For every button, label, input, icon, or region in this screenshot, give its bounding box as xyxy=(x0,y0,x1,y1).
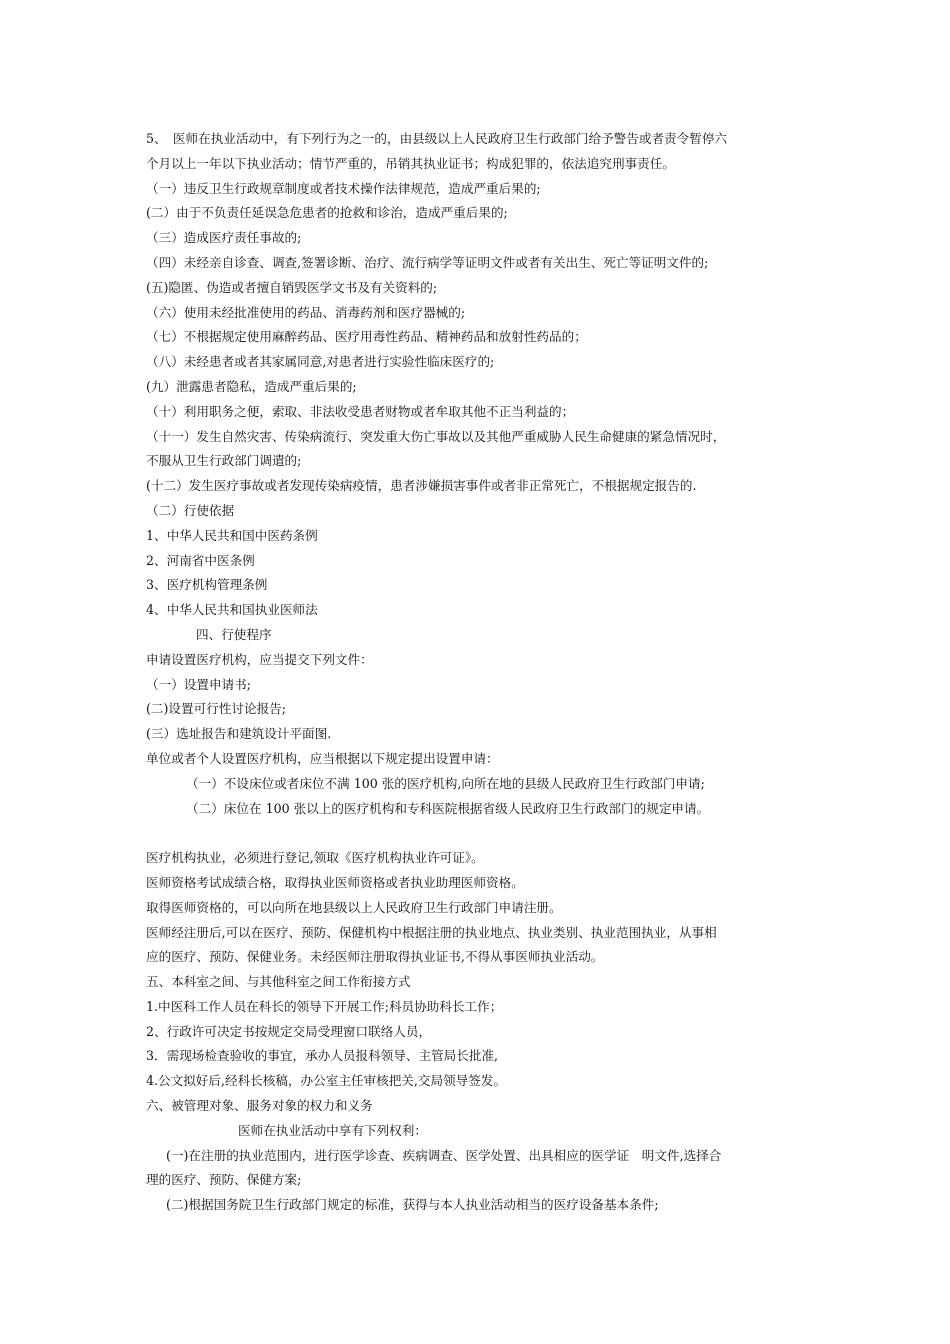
text-line: 医师资格考试成绩合格，取得执业医师资格或者执业助理医师资格。 xyxy=(146,874,524,890)
text-line: 1、中华人民共和国中医药条例 xyxy=(146,527,318,543)
section-heading-procedure: 四、行使程序 xyxy=(196,626,272,642)
text-line: (二)设置可行性讨论报告; xyxy=(146,701,287,717)
text-line: (三）选址报告和建筑设计平面图. xyxy=(146,726,332,742)
section-procedure xyxy=(146,648,806,822)
text-line: 3．需现场检查验收的事宜，承办人员报科领导、主管局长批准, xyxy=(146,1048,499,1064)
text-line: （四）未经亲自诊查、调查,签署诊断、治疗、流行病学等证明文件或者有关出生、死亡等证明文件的; xyxy=(146,254,709,270)
blank-line xyxy=(146,821,806,846)
text-line: 不服从卫生行政部门调遣的; xyxy=(146,453,302,469)
section-registration xyxy=(146,846,806,1119)
text-line: 医师经注册后,可以在医疗、预防、保健机构中根据注册的执业地点、执业类别、执业范围执业，从事相 xyxy=(146,924,717,940)
text-line: （二）行使依据 xyxy=(146,502,235,518)
text-line: 六、被管理对象、服务对象的权力和义务 xyxy=(146,1098,373,1114)
text-line: 医疗机构执业，必须进行登记,领取《医疗机构执业许可证》。 xyxy=(146,850,484,866)
text-line: 4、中华人民共和国执业医师法 xyxy=(146,602,318,618)
text-line-indented: (一)在注册的执业范围内，进行医学诊查、疾病调查、医学处置、出具相应的医学证 明文件,选择合 xyxy=(166,1147,722,1163)
text-line: （八）未经患者或者其家属同意,对患者进行实验性临床医疗的; xyxy=(146,354,495,370)
text-line: 2、行政许可决定书按规定交局受理窗口联络人员， xyxy=(146,1023,432,1039)
text-line: 1.中医科工作人员在科长的领导下开展工作;科员协助科长工作； xyxy=(146,998,503,1014)
text-line-indented: （二）床位在 100 张以上的医疗机构和专科医院根据省级人民政府卫生行政部门的规定申请。 xyxy=(186,800,710,816)
text-line: （三）造成医疗责任事故的; xyxy=(146,230,302,246)
text-line: 单位或者个人设置医疗机构，应当根据以下规定提出设置申请： xyxy=(146,750,499,766)
text-line: (二）由于不负责任延误急危患者的抢救和诊治，造成严重后果的; xyxy=(146,205,508,221)
text-line: 4.公文拟好后,经科长核稿，办公室主任审核把关,交局领导签发。 xyxy=(146,1073,507,1089)
text-line: 申请设置医疗机构，应当提交下列文件： xyxy=(146,651,373,667)
text-line: 5、 医师在执业活动中，有下列行为之一的，由县级以上人民政府卫生行政部门给予警告或者责令暂停六 xyxy=(146,131,728,146)
section-heading-rights: 医师在执业活动中享有下列权利： xyxy=(238,1122,427,1138)
text-line-indented: （一）不设床位或者床位不满 100 张的医疗机构,向所在地的县级人民政府卫生行政部门申请; xyxy=(186,775,705,791)
text-line: （十一）发生自然灾害、传染病流行、突发重大伤亡事故以及其他严重威胁人民生命健康的紧急情况时， xyxy=(146,428,726,444)
text-line: 2、河南省中医条例 xyxy=(146,552,255,568)
text-line: (十二）发生医疗事故或者发现传染病疫情，患者涉嫌损害事件或者非正常死亡，不根据规定报告的. xyxy=(146,478,697,494)
text-line: 个月以上一年以下执业活动；情节严重的，吊销其执业证书；构成犯罪的，依法追究刑事责任。 xyxy=(146,155,675,171)
text-line: （十）利用职务之便，索取、非法收受患者财物或者牟取其他不正当利益的； xyxy=(146,403,575,419)
text-line-indented: (二)根据国务院卫生行政部门规定的标准，获得与本人执业活动相当的医疗设备基本条件; xyxy=(166,1197,659,1213)
text-line: （一）违反卫生行政规章制度或者技术操作法律规范，造成严重后果的; xyxy=(146,180,541,196)
text-line: 五、本科室之间、与其他科室之间工作衔接方式 xyxy=(146,974,411,990)
text-line: 理的医疗、预防、保健方案; xyxy=(146,1172,302,1188)
text-line: (九）泄露患者隐私，造成严重后果的; xyxy=(146,378,357,394)
text-line: 3、医疗机构管理条例 xyxy=(146,577,268,593)
text-line: （六）使用未经批准使用的药品、消毒药剂和医疗器械的; xyxy=(146,304,466,320)
document-body xyxy=(146,127,806,1218)
text-line: 应的医疗、预防、保健业务。未经医师注册取得执业证书,不得从事医师执业活动。 xyxy=(146,949,604,965)
text-line: (五)隐匿、伪造或者擅自销毁医学文书及有关资料的; xyxy=(146,279,438,295)
text-line: （七）不根据规定使用麻醉药品、医疗用毒性药品、精神药品和放射性药品的； xyxy=(146,329,587,345)
text-line: （一）设置申请书; xyxy=(146,676,251,692)
text-line: 取得医师资格的，可以向所在地县级以上人民政府卫生行政部门申请注册。 xyxy=(146,899,562,915)
section-rights xyxy=(146,1144,806,1218)
section-violations xyxy=(146,127,806,623)
